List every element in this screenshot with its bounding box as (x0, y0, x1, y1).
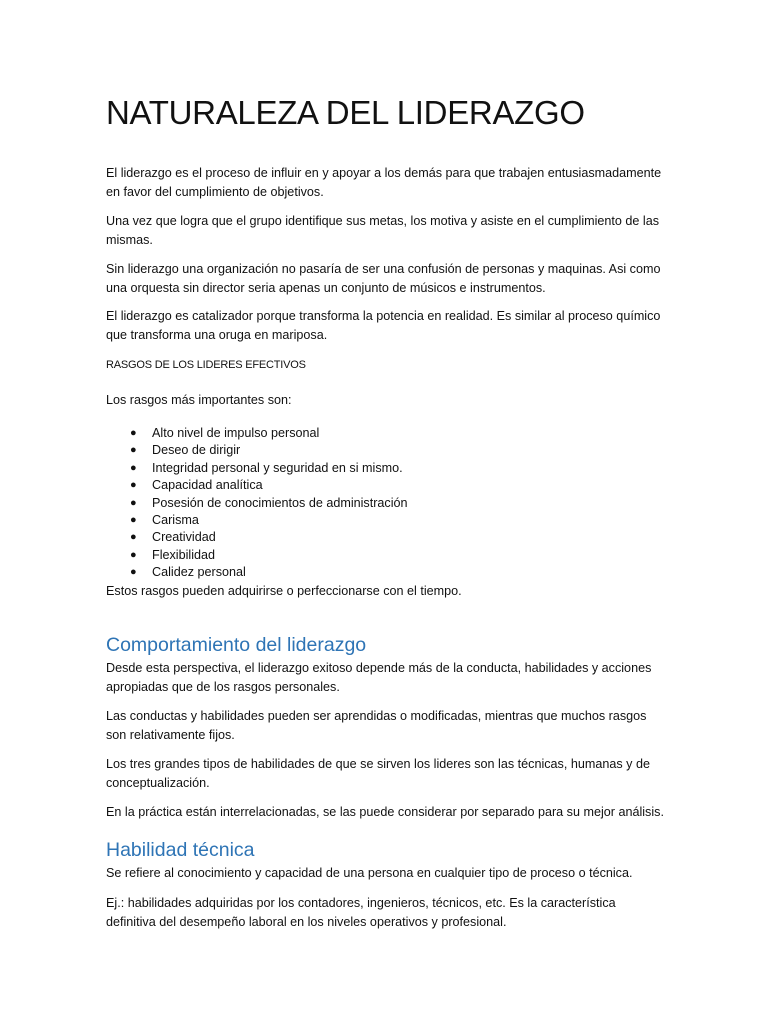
traits-outro: Estos rasgos pueden adquirirse o perfeccionarse con el tiempo. (106, 584, 462, 598)
list-item-label: Carisma (152, 513, 199, 528)
bullet-icon: ● (130, 427, 137, 439)
traits-heading: RASGOS DE LOS LIDERES EFECTIVOS (106, 359, 306, 371)
bullet-icon: ● (130, 496, 137, 509)
list-item-label: Posesión de conocimientos de administración (152, 495, 408, 510)
intro-paragraph-4: El liderazgo es catalizador porque transforma la potencia en realidad. Es similar al proceso químico que transforma una oruga en mariposa. (106, 309, 661, 342)
behavior-paragraph-4: En la práctica están interrelacionadas, se las puede considerar por separado para su mejor análisis. (106, 805, 664, 819)
bullet-icon: ● (130, 548, 137, 561)
traits-intro: Los rasgos más importantes son: (106, 393, 292, 407)
list-item-label: Deseo de dirigir (152, 443, 241, 458)
section-heading-technical: Habilidad técnica (106, 839, 255, 861)
list-item-label: Flexibilidad (152, 547, 215, 562)
list-item (106, 460, 408, 477)
list-item-label: Calidez personal (152, 565, 246, 580)
list-item (106, 477, 408, 494)
bullet-icon: ● (130, 479, 137, 492)
traits-list (106, 425, 408, 582)
bullet-icon: ● (130, 514, 137, 527)
behavior-paragraph-3: Los tres grandes tipos de habilidades de que se sirven los lideres son las técnicas, humanas y de conceptualización. (106, 757, 650, 790)
section-heading-behavior: Comportamiento del liderazgo (106, 634, 367, 656)
list-item (106, 512, 408, 529)
list-item (106, 425, 408, 442)
technical-paragraph-2: Ej.: habilidades adquiridas por los contadores, ingenieros, técnicos, etc. Es la característica definitiva del desempeño laboral en los niveles operativos y profesional. (106, 896, 616, 929)
list-item-label: Creatividad (152, 530, 216, 545)
behavior-paragraph-2: Las conductas y habilidades pueden ser aprendidas o modificadas, mientras que muchos rasgos son relativamente fijos. (106, 709, 647, 742)
technical-paragraph-1: Se refiere al conocimiento y capacidad de una persona en cualquier tipo de proceso o técnica. (106, 866, 633, 880)
list-item (106, 529, 408, 546)
intro-paragraph-3: Sin liderazgo una organización no pasaría de ser una confusión de personas y maquinas. Asi como una orquesta sin director seria apenas un conjunto de músicos e instrumentos. (106, 262, 661, 295)
bullet-icon: ● (130, 461, 137, 474)
list-item-label: Alto nivel de impulso personal (152, 426, 320, 440)
list-item-label: Integridad personal y seguridad en si mismo. (152, 460, 403, 475)
intro-paragraph-1: El liderazgo es el proceso de influir en y apoyar a los demás para que trabajen entusiasmadamente en favor del cumplimiento de objetivos. (106, 166, 662, 199)
bullet-icon: ● (130, 566, 137, 579)
intro-paragraph-2: Una vez que logra que el grupo identifique sus metas, los motiva y asiste en el cumplimiento de las mismas. (106, 214, 660, 247)
list-item (106, 564, 408, 581)
list-item-label: Capacidad analítica (152, 478, 263, 493)
page-title: NATURALEZA DEL LIDERAZGO (106, 94, 585, 131)
list-item (106, 442, 408, 459)
list-item (106, 495, 408, 512)
behavior-paragraph-1: Desde esta perspectiva, el liderazgo exitoso depende más de la conducta, habilidades y acciones apropiadas que de los rasgos personales. (106, 661, 652, 694)
bullet-icon: ● (130, 444, 137, 457)
bullet-icon: ● (130, 531, 137, 544)
list-item (106, 547, 408, 564)
